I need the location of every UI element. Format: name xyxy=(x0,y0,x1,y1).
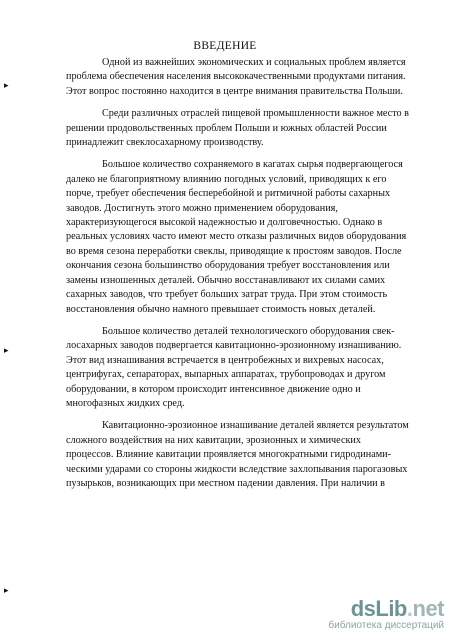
text-line: решении продовольственных проблем Польши и южных областей России xyxy=(66,122,387,134)
text-line: Одной из важнейших экономических и социальных проблем является xyxy=(102,57,406,68)
paragraph-gap xyxy=(66,317,412,325)
text-line: порче, требует обеспечения бесперебойной и ритмичной работы сахарных xyxy=(66,188,391,200)
text-line: заводов. Достигнуть этого можно применением оборудования, xyxy=(66,202,338,214)
text-line: далеко не благоприятному влиянию погодных условий, приводящих к его xyxy=(66,173,387,185)
text-line: Среди различных отраслей пищевой промышленности важное место в xyxy=(102,108,409,120)
text-line: Этот вопрос постоянно находится в центре внимания правительства Польши. xyxy=(66,85,403,97)
text-line: ческими ударами со стороны жидкости вследствие захлопывания парогазовых xyxy=(66,463,408,475)
text-line: Большое количество деталей технологического оборудования свек- xyxy=(102,325,395,337)
text-line: восстановления обычно намного превышает стоимость новых деталей. xyxy=(66,303,376,315)
text-line: сложного воздействия на них кавитации, эрозионных и химических xyxy=(66,434,361,446)
text-line: реальных условиях часто имеют место отказы различных видов оборудования xyxy=(66,231,407,243)
watermark-subtitle: библиотека диссертаций xyxy=(328,620,444,631)
text-line: пузырьков, возникающих при местном падении давления. При наличии в xyxy=(66,477,385,489)
text-line: во время сезона переработки свеклы, приводящие к простоям заводов. После xyxy=(66,245,402,257)
text-line: Большое количество сохраняемого в кагатах сырья подвергающегося xyxy=(102,159,403,171)
paragraph-gap xyxy=(66,150,412,158)
paragraph xyxy=(66,56,412,99)
margin-mark: ▸ xyxy=(4,585,9,595)
body-text xyxy=(66,56,412,491)
page-title: ВВЕДЕНИЕ xyxy=(193,40,257,52)
watermark-logo: dsLib.net xyxy=(350,596,444,621)
text-line: замены изношенных деталей. Обычно восстанавливают их силами самих xyxy=(66,274,386,286)
text-line: оборудовании, в котором происходит интенсивное движение одно и xyxy=(66,383,361,395)
text-line: принадлежит свеклосахарному производству. xyxy=(66,137,264,149)
text-line: характеризующегося высокой надежностью и долговечностью. Однако в xyxy=(66,217,383,229)
text-line: процессов. Влияние кавитации проявляется многократными гидродинами- xyxy=(66,449,392,461)
text-line: сахарных заводов, что требует больших затрат труда. При этом стоимость xyxy=(66,289,388,301)
paragraph-gap xyxy=(66,99,412,107)
text-line: Этот вид изнашивания встречается в центробежных и вихревых насосах, xyxy=(66,354,384,366)
paragraph xyxy=(66,419,412,491)
text-line: окончания сезона большинство оборудования требует восстановления или xyxy=(66,260,390,272)
text-line: центрифугах, сепараторах, выпарных аппаратах, трубопроводах и другом xyxy=(66,369,386,381)
paragraph-gap xyxy=(66,411,412,419)
text-line: лосахарных заводов подвергается кавитационно-эрозионному изнашиванию. xyxy=(66,340,402,352)
paragraph xyxy=(66,325,412,411)
margin-mark: ▸ xyxy=(4,345,9,355)
paragraph xyxy=(66,158,412,316)
watermark xyxy=(328,597,444,631)
text-line: многофазных жидких сред. xyxy=(66,397,185,409)
text-line: проблема обеспечения населения высококачественными продуктами питания. xyxy=(66,71,406,83)
paragraph xyxy=(66,107,412,150)
margin-mark: ▸ xyxy=(4,80,9,90)
text-line: Кавитационно-эрозионное изнашивание деталей является результатом xyxy=(102,420,409,432)
